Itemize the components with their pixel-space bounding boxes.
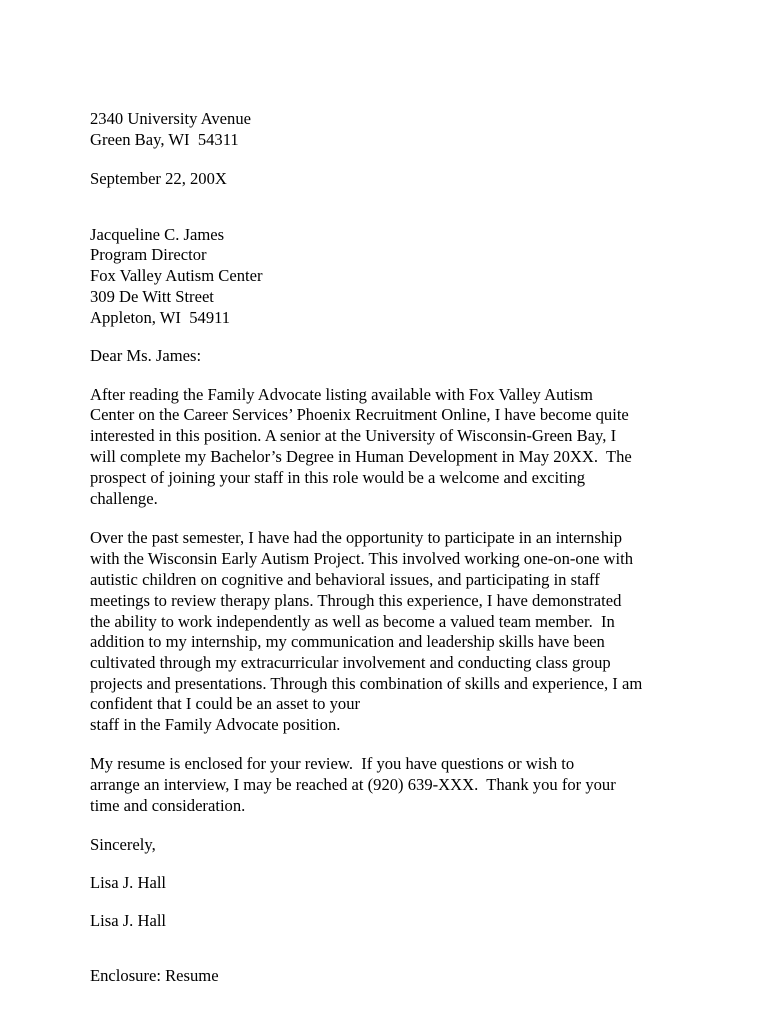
letter-date: September 22, 200X [90, 169, 227, 188]
paragraph2-line: with the Wisconsin Early Autism Project. This involved working one-on-one with [90, 549, 634, 568]
paragraph1-line: prospect of joining your staff in this role would be a welcome and exciting [90, 468, 586, 487]
paragraph2-line: confident that I could be an asset to your [90, 694, 361, 713]
paragraph3-line: My resume is enclosed for your review. If you have questions or wish to [90, 754, 575, 773]
recipient-street: 309 De Witt Street [90, 287, 214, 306]
paragraph2-line: staff in the Family Advocate position. [90, 715, 341, 734]
sender-street: 2340 University Avenue [90, 109, 251, 128]
paragraph2-line: the ability to work independently as well as become a valued team member. In [90, 612, 615, 631]
closing: Sincerely, [90, 835, 156, 854]
salutation: Dear Ms. James: [90, 346, 202, 365]
paragraph1-line: will complete my Bachelor’s Degree in Human Development in May 20XX. The [90, 447, 632, 466]
paragraph1-line: challenge. [90, 489, 158, 508]
recipient-organization: Fox Valley Autism Center [90, 266, 263, 285]
paragraph1-line: After reading the Family Advocate listing available with Fox Valley Autism [90, 385, 593, 404]
recipient-title: Program Director [90, 245, 207, 264]
paragraph1-line: interested in this position. A senior at the University of Wisconsin-Green Bay, I [90, 426, 617, 445]
signature: Lisa J. Hall [90, 873, 167, 892]
paragraph2-line: autistic children on cognitive and behavioral issues, and participating in staff [90, 570, 600, 589]
enclosure-note: Enclosure: Resume [90, 966, 219, 985]
recipient-name: Jacqueline C. James [90, 225, 225, 244]
paragraph2-line: addition to my internship, my communication and leadership skills have been [90, 632, 605, 651]
paragraph3-line: time and consideration. [90, 796, 246, 815]
paragraph2-line: Over the past semester, I have had the opportunity to participate in an internship [90, 528, 623, 547]
paragraph1-line: Center on the Career Services’ Phoenix Recruitment Online, I have become quite [90, 405, 629, 424]
paragraph2-line: cultivated through my extracurricular involvement and conducting class group [90, 653, 611, 672]
paragraph2-line: projects and presentations. Through this combination of skills and experience, I am [90, 674, 643, 693]
paragraph2-line: meetings to review therapy plans. Through this experience, I have demonstrated [90, 591, 622, 610]
typed-name: Lisa J. Hall [90, 911, 167, 930]
recipient-city: Appleton, WI 54911 [90, 308, 231, 327]
paragraph3-line: arrange an interview, I may be reached at (920) 639-XXX. Thank you for your [90, 775, 616, 794]
sender-city: Green Bay, WI 54311 [90, 130, 239, 149]
